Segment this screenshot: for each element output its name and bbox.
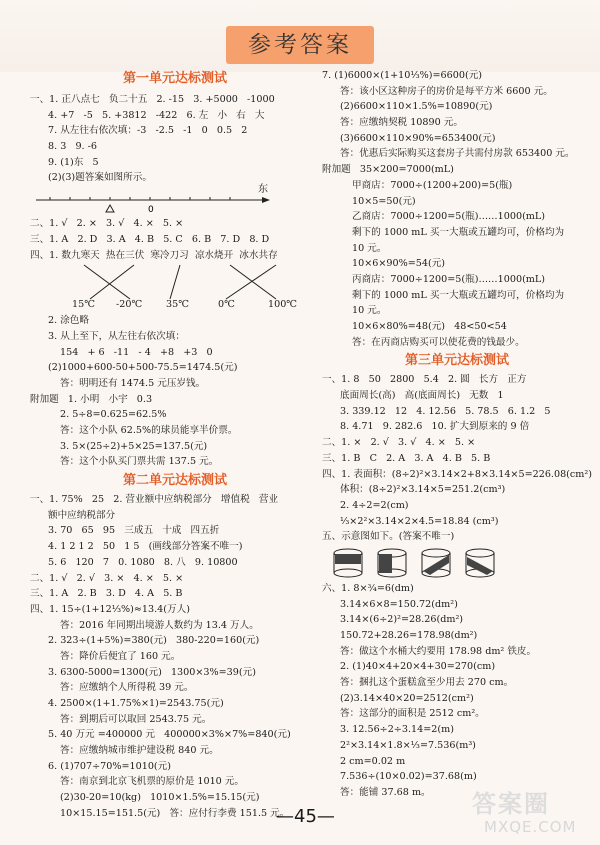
answer-line: 10 元。 [352, 305, 387, 317]
answer-line: 二、1. × 2. √ 3. √ 4. × 5. × [322, 437, 476, 449]
temperature-label: 0℃ [218, 299, 235, 311]
answer-line: 答：这个小队买门票共需 137.5 元。 [60, 456, 219, 468]
answer-line: (2)(3)题答案如图所示。 [48, 172, 152, 184]
answer-line: 六、1. 8×¾=6(dm) [322, 582, 414, 594]
answer-line: 5. 6 120 7 0. 1080 8. 八 9. 10800 [48, 556, 238, 568]
page-title: 参考答案 [248, 32, 352, 58]
answer-line: 8. 3 9. -6 [48, 141, 98, 153]
number-line-figure [30, 186, 320, 216]
temperature-label: 35℃ [166, 299, 189, 311]
answer-line: 底面周长(高) 高(底面周长) 无数 1 [340, 390, 504, 402]
answer-line: (2)6600×110×1.5%=10890(元) [340, 101, 493, 113]
answer-line: 150.72+28.26=178.98(dm²) [340, 630, 478, 641]
answer-line: 答：在丙商店购买可以使花费的钱最少。 [352, 336, 525, 348]
answer-line: 2. 5÷8=0.625=62.5% [60, 409, 167, 421]
answer-line: 答：2016 年同期出境游人数约为 13.4 万人。 [60, 619, 259, 631]
answer-line: 10×5=50(元) [352, 195, 416, 207]
answer-line: (2)30-20=10(kg) 1010×1.5%=15.15(元) [60, 792, 260, 804]
answer-line: 4. 2500×(1+1.75%×1)=2543.75(元) [48, 698, 224, 709]
answer-line: 答：这个小队 62.5%的球员能享半价票。 [60, 425, 238, 436]
answer-line: 剩下的 1000 mL 买一大瓶或五罐均可，价格均为 [352, 226, 565, 238]
answer-line: (2)1000+600-50+500-75.5=1474.5(元) [48, 362, 238, 374]
answer-line: 答：做这个水桶大约要用 178.98 dm² 铁皮。 [340, 645, 537, 657]
answer-line: 10 元。 [352, 242, 387, 254]
answer-line: 甲商店：7000÷(1200+200)=5(瓶) [352, 179, 513, 191]
answer-line: 答：优惠后实际购买这套房子共需付房款 653400 元。 [340, 148, 575, 160]
answer-line: ⅓×2²×3.14×2×4.5=18.84 (cm³) [340, 515, 499, 527]
answer-line: 三、1. A 2. B 3. D 4. A 5. B [30, 588, 183, 600]
answer-line: 2. 4÷2=2(cm) [340, 499, 409, 511]
answer-line: 三、1. A 2. D 3. A 4. B 5. C 6. B 7. D 8. D [30, 233, 270, 245]
answer-line: 3.14×6×8=150.72(dm²) [340, 598, 458, 610]
answer-line: 7. 从左往右依次填：-3 -2.5 -1 0 0.5 2 [48, 125, 248, 137]
answer-line: 2 cm=0.02 m [340, 755, 406, 767]
answer-line: 答：到期后可以取回 2543.75 元。 [60, 713, 212, 725]
watermark-text: 答案圈 [472, 790, 550, 818]
answer-line: 一、1. 75% 25 2. 营业额中应纳税部分 增值税 营业 [30, 494, 279, 506]
svg-text:0: 0 [148, 205, 154, 216]
answer-line: 3. 12.56÷2÷3.14=2(m) [340, 724, 454, 736]
answer-line: 一、1. 正八点七 负二十五 2. -15 3. +5000 -1000 [30, 94, 275, 105]
answer-line: (3)6600×110×90%=653400(元) [340, 132, 496, 144]
answer-line: 3. 6300-5000=1300(元) 1300×3%=39(元) [48, 666, 256, 678]
answer-line: 四、1. 表面积：(8÷2)²×3.14×2+8×3.14×5=226.08(cm²) [322, 468, 592, 480]
answer-line: 附加题 35×200=7000(mL) [322, 164, 454, 176]
answer-line: 五、示意图如下。(答案不唯一) [322, 531, 455, 543]
answer-line: 四、1. 数九寒天 热在三伏 寒冷刀习 凉水烧开 冰水共存 [30, 249, 278, 261]
answer-line: 二、1. √ 2. √ 3. × 4. × 5. × [30, 572, 184, 584]
answer-line: 2. 涂色略 [48, 315, 89, 327]
answer-line: 6. (1)707÷70%=1010(元) [48, 760, 171, 772]
answer-line: 丙商店：7000÷1200=5(瓶)……1000(mL) [352, 273, 546, 285]
answer-line: 四、1. 15÷(1+12⅓%)≈13.4(万人) [30, 603, 190, 615]
answer-line: 附加题 1. 小明 小宇 0.3 [30, 393, 153, 405]
answer-line: 3.14×(6÷2)²=28.26(dm²) [340, 614, 464, 626]
answer-line: 10×6×80%=48(元) 48<50<54 [352, 321, 507, 332]
answer-line: 体积：(8÷2)²×3.14×5=251.2(cm³) [340, 484, 506, 496]
temperature-label: 100℃ [268, 299, 298, 311]
answer-line: 答：南京到北京飞机票的原价是 1010 元。 [60, 776, 245, 788]
answer-line: 答：捆扎这个蛋糕盒至少用去 270 cm。 [340, 677, 514, 689]
right-column [322, 68, 592, 801]
answer-line: 答：能铺 37.68 m。 [340, 786, 431, 798]
answer-line: 3. 70 65 95 三成五 十成 四五折 [48, 525, 220, 537]
watermark-logo [468, 784, 596, 842]
answer-line: 4. +7 -5 5. +3812 -422 6. 左 小 右 大 [48, 109, 265, 121]
left-column [30, 68, 320, 822]
number-line-label: 东 [258, 184, 268, 196]
answer-line: 答：这部分的面积是 2512 cm²。 [340, 708, 485, 720]
answer-line: 3. 5×(25÷2)+5×25=137.5(元) [60, 440, 208, 452]
answer-line: 154 + 6 -11 - 4 +8 +3 0 [60, 346, 213, 358]
temperature-label: -20℃ [116, 299, 143, 311]
section-title-unit2: 第二单元达标测试 [122, 473, 227, 489]
answer-line: 一、1. 8 50 2800 5.4 2. 圆 长方 正方 [322, 374, 527, 386]
page-title-box [226, 26, 374, 64]
section-title-unit3: 第三单元达标测试 [404, 353, 509, 369]
answer-line: 8. 4.71 9. 282.6 10. 扩大到原来的 9 倍 [340, 421, 530, 433]
answer-line: 三、1. B C 2. A 3. A 4. B 5. B [322, 452, 491, 464]
cylinder-sketches-svg [322, 545, 522, 581]
answer-line: 2. 323÷(1+5%)=380(元) 380-220=160(元) [48, 635, 260, 647]
answer-line: 5. 40 万元 =400000 元 400000×3%×7%=840(元) [48, 729, 291, 741]
answer-line: 9. (1)东 5 [48, 156, 99, 168]
answer-line: 答：该小区这种房子的房价是每平方米 6600 元。 [340, 85, 553, 97]
answer-line: (2)3.14×40×20=2512(cm²) [340, 692, 474, 704]
answer-line: 10×15.15=151.5(元) 答：应付行李费 151.5 元。 [60, 807, 290, 819]
answer-line: 2. (1)40×4+20×4+30=270(cm) [340, 661, 496, 673]
cylinder-sketches [322, 545, 592, 581]
answer-line: 答：应缴纳个人所得税 39 元。 [60, 682, 194, 694]
answer-line: 3. 339.12 12 4. 12.56 5. 78.5 6. 1.2 5 [340, 405, 551, 417]
answer-line: 答：应缴纳城市维护建设税 840 元。 [60, 745, 219, 757]
answer-line: 3. 从上至下，从左往右依次填： [48, 330, 185, 342]
answer-line: 乙商店：7000÷1200=5(瓶)……1000(mL) [352, 211, 546, 223]
page-number: —45— [276, 806, 335, 827]
answer-line: 7. (1)6000×(1+10⅓%)=6600(元) [322, 70, 483, 81]
answer-line: 答：明明还有 1474.5 元压岁钱。 [60, 377, 206, 389]
answer-line: 剩下的 1000 mL 买一大瓶或五罐均可，价格均为 [352, 289, 565, 301]
answer-line: 10×6×90%=54(元) [352, 258, 446, 270]
answer-line: 答：降价后便宜了 160 元。 [60, 650, 181, 662]
answer-line: 答：应缴纳契税 10890 元。 [340, 117, 463, 129]
number-line-svg [30, 186, 290, 216]
temperature-matching-figure [30, 263, 320, 313]
answer-line: 7.536÷(10×0.02)=37.68(m) [340, 771, 477, 783]
answer-line: 4. 1 2 1 2 50 1 5 (画线部分答案不唯一) [48, 541, 243, 553]
temperature-label: 15℃ [72, 299, 95, 311]
section-title-unit1: 第一单元达标测试 [122, 71, 227, 86]
answer-line: 额中应纳税部分 [48, 509, 116, 521]
watermark-url: MXQE.COM [484, 818, 577, 836]
answer-line: 二、1. √ 2. × 3. √ 4. × 5. × [30, 218, 184, 230]
answer-line: 2²×3.14×1.8×⅓=7.536(m³) [340, 739, 476, 751]
